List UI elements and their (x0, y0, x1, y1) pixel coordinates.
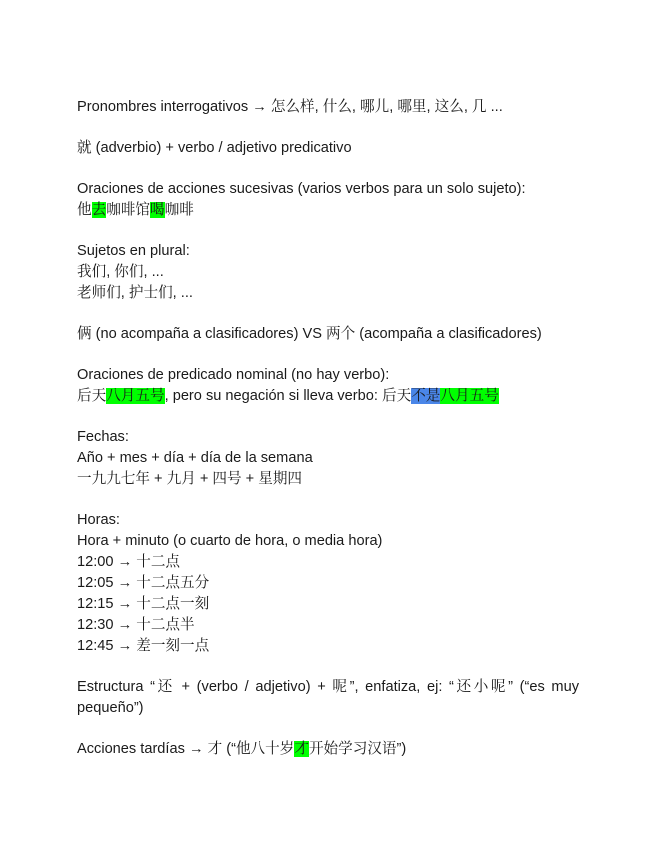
highlight-green: 喝 (150, 202, 165, 218)
example-text: , pero su negación si lleva verbo: 后天 (164, 388, 412, 404)
horas-title: Horas: (77, 512, 120, 528)
highlight-blue: 不是 (411, 388, 441, 404)
interrogativos-line: Pronombres interrogativos → 怎么样, 什么, 哪儿, 哪里, 这么, 几 ... (77, 99, 503, 115)
hora-item: 12:45 → 差一刻一点 (77, 638, 210, 654)
highlight-green: 去 (91, 202, 107, 218)
document-body (77, 97, 579, 760)
sucesivas-example (77, 200, 579, 221)
fechas-title: Fechas: (77, 429, 129, 445)
plural-line-2: 老师们, 护士们, ... (77, 285, 193, 301)
estructura-paragraph: Estructura “还 + (verbo / adjetivo) + 呢”, enfatiza, ej: “还小呢” (“es muy pequeño”) (77, 679, 579, 716)
highlight-green: 八月五号 (106, 388, 165, 404)
highlight-green: 才 (294, 741, 309, 757)
lia-line: 俩 (no acompaña a clasificadores) VS 两个 (acompaña a clasificadores) (77, 326, 542, 342)
example-text: 后天 (77, 388, 107, 404)
nominal-title: Oraciones de predicado nominal (no hay verbo): (77, 367, 390, 383)
example-text: 开始学习汉语”) (308, 741, 407, 757)
fechas-line-1: Año + mes + día + día de la semana (77, 450, 313, 466)
hora-item: 12:00 → 十二点 (77, 554, 181, 570)
hora-item: 12:30 → 十二点半 (77, 617, 195, 633)
example-text: Acciones tardías → 才 (“他八十岁 (77, 741, 295, 757)
example-text: 咖啡馆 (106, 202, 151, 218)
hora-item: 12:15 → 十二点一刻 (77, 596, 210, 612)
fechas-line-2: 一九九七年 + 九月 + 四号 + 星期四 (77, 471, 303, 487)
tardias-line (77, 739, 579, 760)
example-text: 他 (77, 202, 92, 218)
highlight-green: 八月五号 (440, 388, 499, 404)
example-text: 咖啡 (164, 202, 194, 218)
plural-line-1: 我们, 你们, ... (77, 264, 164, 280)
horas-subtitle: Hora + minuto (o cuarto de hora, o media hora) (77, 533, 383, 549)
plural-title: Sujetos en plural: (77, 243, 190, 259)
sucesivas-title: Oraciones de acciones sucesivas (varios verbos para un solo sujeto): (77, 181, 526, 197)
nominal-example (77, 386, 579, 407)
hora-item: 12:05 → 十二点五分 (77, 575, 210, 591)
jiu-line: 就 (adverbio) + verbo / adjetivo predicativo (77, 140, 352, 156)
